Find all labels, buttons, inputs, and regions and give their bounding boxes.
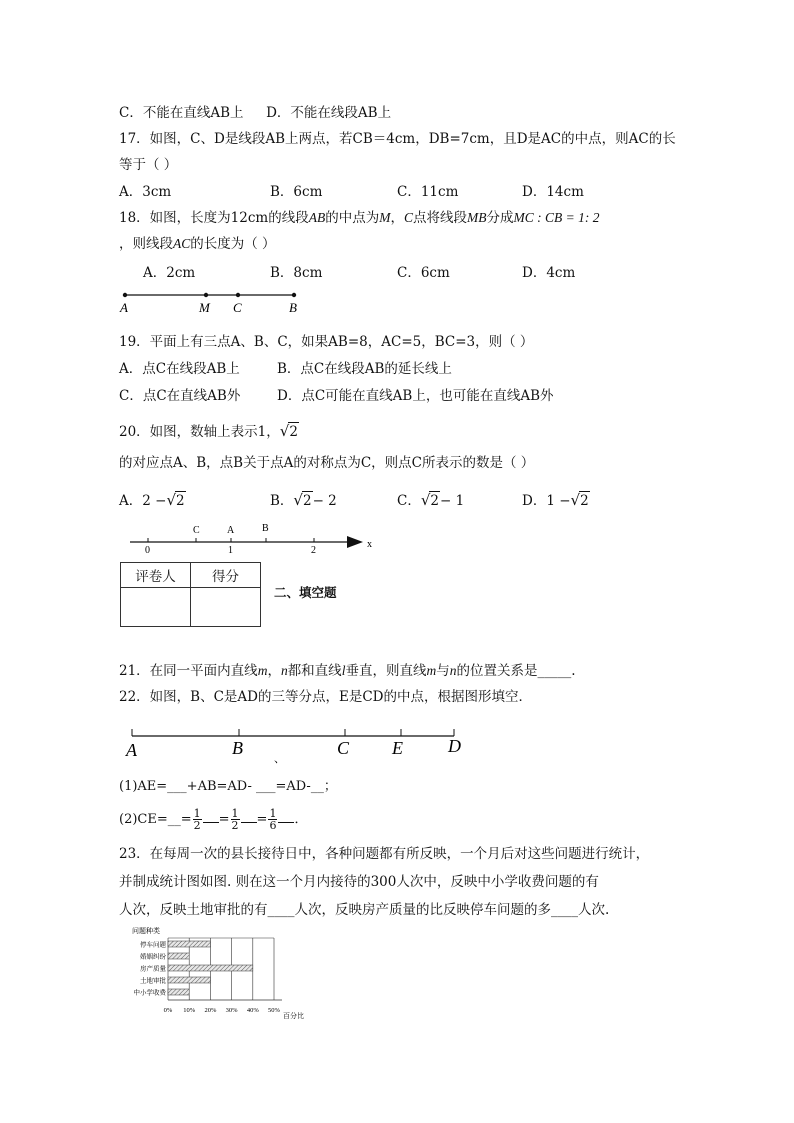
section-title: 二、填空题 bbox=[274, 585, 337, 600]
q17-option-d: D．14cm bbox=[522, 184, 584, 200]
q21-stem: 21．在同一平面内直线m，n都和直线l垂直，则直线m与n的位置关系是_____. bbox=[119, 663, 576, 679]
q20-number-line bbox=[125, 520, 385, 556]
chart-x-ticks bbox=[164, 1007, 281, 1014]
category-label: 停车问题 bbox=[140, 941, 166, 949]
q20-option-c: C．√2− 1 bbox=[397, 491, 465, 509]
category-label: 房产质量 bbox=[140, 965, 166, 973]
score-table-header-grader: 评卷人 bbox=[121, 563, 191, 588]
q17-option-a: A．3cm bbox=[119, 184, 172, 200]
score-table-cell-grader[interactable] bbox=[121, 588, 191, 627]
bar bbox=[168, 989, 189, 995]
q18-point-m bbox=[204, 293, 208, 297]
q18-stem-line2: ，则线段AC的长度为（ ） bbox=[119, 236, 276, 252]
x-tick-label: 50% bbox=[268, 1007, 280, 1014]
score-table bbox=[120, 562, 261, 627]
x-tick-label: 0% bbox=[163, 1007, 173, 1014]
category-label: 中小学收费 bbox=[133, 989, 166, 997]
q18-option-a: A．2cm bbox=[143, 265, 196, 281]
q17-option-c: C．11cm bbox=[397, 184, 459, 200]
q19-option-a: A．点C在线段AB上 bbox=[119, 361, 240, 377]
q19-stem: 19．平面上有三点A、B、C，如果AB=8，AC=5，BC=3，则（ ） bbox=[119, 334, 534, 350]
sqrt-icon: √ bbox=[570, 491, 581, 509]
q18-segment-figure bbox=[115, 286, 315, 316]
x-tick-label: 40% bbox=[246, 1007, 259, 1014]
category-label: 土地审批 bbox=[140, 977, 166, 985]
q20-stem-line1: 20．如图，数轴上表示1，√2 bbox=[119, 422, 298, 440]
sqrt-icon: √ bbox=[293, 491, 303, 509]
q20-stem-line2: 的对应点A、B，点B关于点A的对称点为C，则点C所表示的数是（ ） bbox=[119, 455, 535, 471]
q20-option-d: D．1 −√2 bbox=[522, 491, 589, 509]
bar bbox=[168, 941, 210, 947]
arrow-icon bbox=[347, 536, 363, 548]
q23-stem-line3: 人次，反映土地审批的有____人次，反映房产质量的比反映停车问题的多____人次. bbox=[119, 902, 610, 918]
score-table-header-score: 得分 bbox=[191, 563, 261, 588]
x-tick-label: 10% bbox=[183, 1007, 196, 1014]
chart-title: 问题种类 bbox=[132, 927, 160, 935]
q16-option-c: C．不能在直线AB上 bbox=[119, 105, 244, 121]
q16-options bbox=[119, 104, 391, 122]
q17-stem-line2: 等于（ ） bbox=[119, 157, 178, 173]
q18-point-a bbox=[123, 293, 127, 297]
q18-option-d: D．4cm bbox=[522, 265, 576, 281]
sqrt-icon: √ bbox=[279, 422, 290, 440]
axis-label-b: B bbox=[262, 523, 269, 534]
q18-label-b: B bbox=[289, 300, 297, 315]
axis-label-x: x bbox=[367, 539, 372, 550]
category-label: 婚姻纠纷 bbox=[140, 953, 166, 961]
q22-label-e: E bbox=[392, 738, 403, 758]
q23-stem-line2: 并制成统计图如图. 则在这一个月内接待的300人次中，反映中小学收费问题的有 bbox=[119, 874, 599, 890]
q18-stem-line1: 18．如图，长度为12cm的线段AB的中点为M，C点将线段MB分成MC : CB = 1: 2 bbox=[119, 210, 600, 226]
q20-option-a: A．2 −√2 bbox=[119, 491, 185, 509]
q18-label-a: A bbox=[120, 300, 128, 315]
q19-option-c: C．点C在直线AB外 bbox=[119, 388, 241, 404]
q18-label-c: C bbox=[233, 300, 242, 315]
q18-option-c: C．6cm bbox=[397, 265, 450, 281]
bar bbox=[168, 977, 210, 983]
q19-option-d: D．点C可能在直线AB上，也可能在直线AB外 bbox=[277, 388, 554, 404]
bar bbox=[168, 953, 189, 959]
chart-xlabel: 百分比 bbox=[283, 1012, 304, 1020]
q18-point-c bbox=[236, 293, 240, 297]
tick-label-1: 1 bbox=[228, 545, 233, 556]
q22-label-a: A bbox=[126, 740, 137, 760]
q18-option-b: B．8cm bbox=[270, 265, 323, 281]
axis-label-a: A bbox=[227, 525, 235, 536]
bar bbox=[168, 965, 253, 971]
q22-part1: (1)AE=___+AB=AD- ___=AD-__； bbox=[119, 779, 337, 794]
q17-option-b: B．6cm bbox=[270, 184, 323, 200]
q16-option-d: D．不能在线段AB上 bbox=[266, 105, 392, 121]
q22-label-b: B bbox=[232, 738, 243, 758]
q22-mark: 、 bbox=[274, 753, 285, 764]
q18-segment-ab: AB bbox=[308, 210, 326, 225]
q22-segment-figure bbox=[122, 720, 472, 764]
sqrt-icon: √ bbox=[420, 491, 431, 509]
q18-label-m: M bbox=[199, 300, 210, 315]
q23-bar-chart bbox=[118, 924, 318, 1024]
q22-part2: (2)CE=__= $\frac{1}{2}$ = $\frac{1}{2}$ = $\frac{1}{6}$ ． bbox=[119, 807, 308, 832]
q18-point-b bbox=[292, 293, 296, 297]
chart-categories bbox=[134, 940, 167, 997]
q20-option-b: B．√2− 2 bbox=[270, 491, 337, 509]
q22-label-c: C bbox=[337, 738, 350, 758]
q22-label-d: D bbox=[448, 736, 461, 756]
score-table-cell-score[interactable] bbox=[191, 588, 261, 627]
tick-label-0: 0 bbox=[145, 545, 150, 556]
q19-option-b: B．点C在线段AB的延长线上 bbox=[277, 361, 452, 377]
q23-stem-line1: 23．在每周一次的县长接待日中，各种问题都有所反映，一个月后对这些问题进行统计， bbox=[119, 846, 650, 862]
tick-label-2: 2 bbox=[311, 545, 316, 556]
x-tick-label: 30% bbox=[225, 1007, 238, 1014]
q17-stem-line1: 17．如图，C、D是线段AB上两点，若CB＝4cm，DB=7cm，且D是AC的中点，则AC的长 bbox=[119, 131, 676, 147]
x-tick-label: 20% bbox=[204, 1007, 217, 1014]
q18-ratio: MC : CB = 1: 2 bbox=[513, 210, 600, 225]
q22-stem: 22．如图，B、C是AD的三等分点，E是CD的中点，根据图形填空． bbox=[119, 689, 533, 705]
sqrt-icon: √ bbox=[166, 491, 177, 509]
axis-label-c: C bbox=[193, 525, 200, 536]
